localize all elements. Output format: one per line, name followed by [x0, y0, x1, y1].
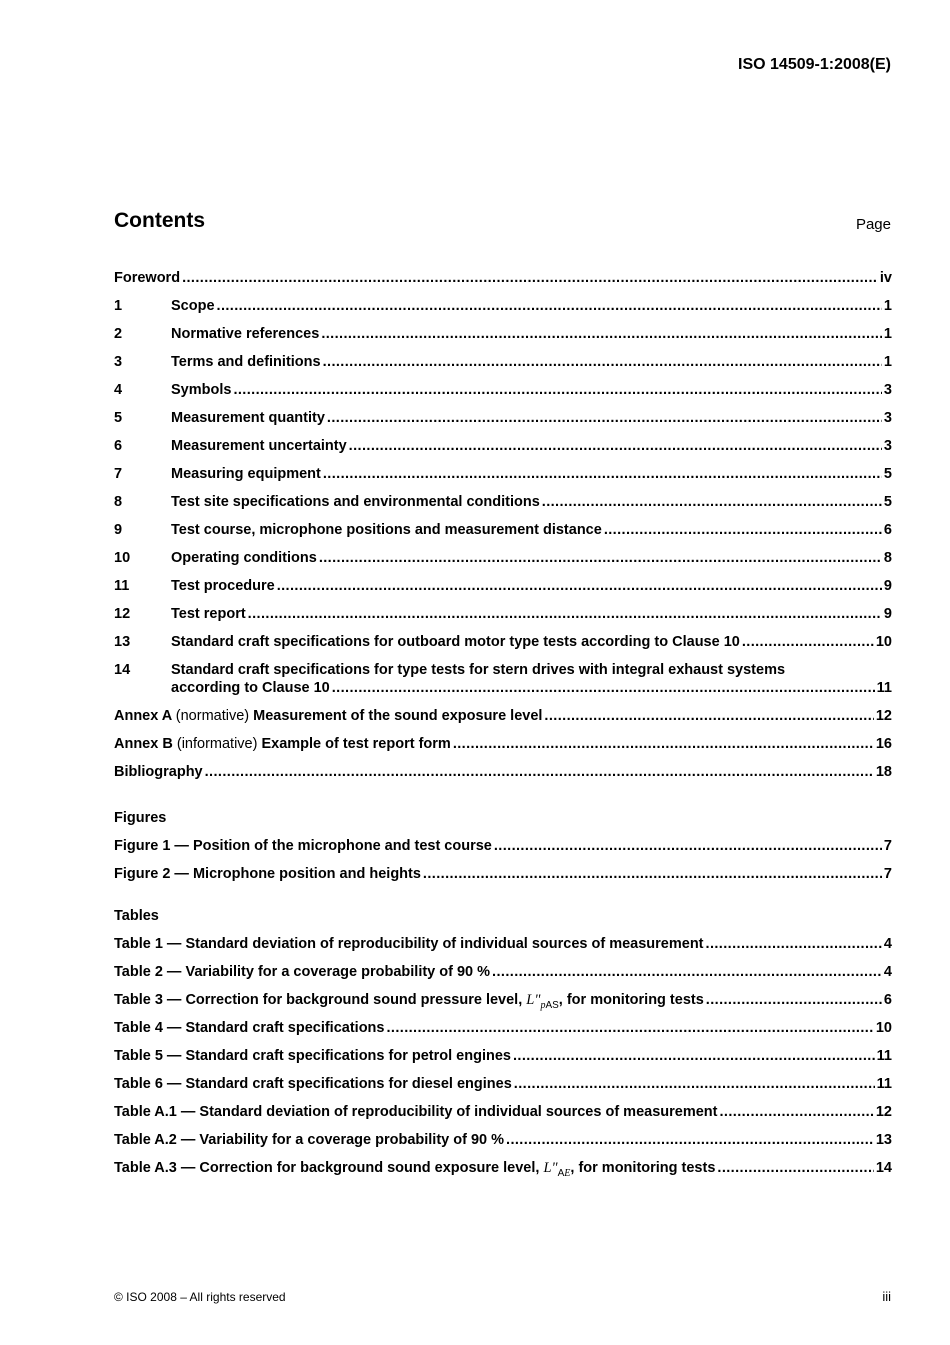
toc-entry-text: Foreword — [114, 270, 181, 286]
annex-type: (informative) — [176, 736, 258, 752]
leader-dots — [742, 633, 874, 651]
toc-entry-annex-b[interactable] — [114, 735, 892, 753]
toc-entry-page: 18 — [875, 764, 892, 780]
toc-entry-clause-4[interactable] — [114, 381, 892, 399]
toc-entry-table-5[interactable] — [114, 1047, 892, 1065]
toc-entry-text-after: , for monitoring tests — [570, 1160, 716, 1176]
clause-number: 12 — [114, 606, 131, 622]
toc-entry-text: Test course, microphone positions and measurement distance — [171, 522, 602, 538]
leader-dots — [706, 935, 882, 953]
leader-dots — [514, 1075, 875, 1093]
clause-number: 1 — [114, 298, 123, 314]
toc-entry-page: 9 — [883, 606, 892, 622]
toc-entry-page: 1 — [883, 298, 892, 314]
clause-number: 9 — [114, 522, 123, 538]
toc-entry-clause-14[interactable] — [114, 661, 892, 697]
leader-dots — [423, 865, 882, 883]
toc-entry-text: Measurement quantity — [171, 410, 325, 426]
toc-entry-clause-3[interactable] — [114, 353, 892, 371]
leader-dots — [349, 437, 882, 455]
toc-entry-clause-7[interactable] — [114, 465, 892, 483]
toc-entry-text-before: Table A.3 — Correction for background sound exposure level, — [114, 1160, 540, 1176]
clause-number: 4 — [114, 382, 123, 398]
toc-entry-text: Table A.2 — Variability for a coverage probability of 90 % — [114, 1132, 505, 1148]
toc-entry-text: Terms and definitions — [171, 354, 321, 370]
toc-entry-table-a2[interactable] — [114, 1131, 892, 1149]
toc-entry-text: Normative references — [171, 326, 320, 342]
leader-dots — [182, 269, 878, 287]
toc-entry-page: 4 — [883, 964, 892, 980]
contents-title: Contents — [114, 209, 205, 232]
leader-dots — [542, 493, 882, 511]
toc-entry-page: 12 — [875, 1104, 892, 1120]
clause-number: 8 — [114, 494, 123, 510]
leader-dots — [544, 707, 873, 725]
toc-entry-clause-11[interactable] — [114, 577, 892, 595]
toc-entry-text: Table 1 — Standard deviation of reproducibility of individual sources of measurement — [114, 936, 704, 952]
toc-entry-table-1[interactable] — [114, 935, 892, 953]
clause-number: 5 — [114, 410, 123, 426]
toc-entry-text: Table 6 — Standard craft specifications for diesel engines — [114, 1076, 512, 1092]
annex-type: (normative) — [175, 708, 250, 724]
toc-entry-text: Bibliography — [114, 764, 203, 780]
toc-entry-page: 11 — [876, 1048, 892, 1064]
toc-entry-text: Table A.1 — Standard deviation of reproducibility of individual sources of measurement — [114, 1104, 718, 1120]
symbol-background-sel: $L"_{AE}$ — [543, 1160, 571, 1179]
toc-entry-clause-5[interactable] — [114, 409, 892, 427]
clause-number: 11 — [114, 578, 130, 594]
annex-title: Measurement of the sound exposure level — [253, 708, 543, 724]
toc-entry-clause-13[interactable] — [114, 633, 892, 651]
toc-entry-text: Test procedure — [171, 578, 275, 594]
toc-entry-text: Table 2 — Variability for a coverage probability of 90 % — [114, 964, 491, 980]
leader-dots — [277, 577, 882, 595]
toc-entry-text: Measurement uncertainty — [171, 438, 347, 454]
toc-entry-table-4[interactable] — [114, 1019, 892, 1037]
toc-entry-page: 6 — [883, 992, 892, 1008]
leader-dots — [453, 735, 874, 753]
annex-label: Annex A — [114, 708, 172, 724]
toc-entry-page: 1 — [883, 326, 892, 342]
leader-dots — [205, 763, 874, 781]
toc-entry-page: 11 — [876, 680, 892, 696]
toc-entry-page: iv — [879, 270, 892, 286]
leader-dots — [717, 1159, 873, 1177]
page-column-label: Page — [855, 216, 891, 233]
clause-number: 3 — [114, 354, 123, 370]
toc-entry-text: Test report — [171, 606, 246, 622]
toc-entry-page: 3 — [883, 410, 892, 426]
standard-id: ISO 14509-1:2008(E) — [738, 56, 891, 73]
leader-dots — [494, 837, 882, 855]
toc-entry-clause-8[interactable] — [114, 493, 892, 511]
toc-entry-page: 3 — [883, 438, 892, 454]
toc-entry-page: 5 — [883, 466, 892, 482]
toc-entry-figure-2[interactable] — [114, 865, 892, 883]
toc-entry-page: 8 — [883, 550, 892, 566]
toc-entry-text: Standard craft specifications for outboard motor type tests according to Clause 10 — [171, 634, 740, 650]
toc-entry-text: Figure 2 — Microphone position and heights — [114, 866, 421, 882]
toc-entry-text: Test site specifications and environmental conditions — [171, 494, 540, 510]
leader-dots — [319, 549, 882, 567]
copyright-notice: © ISO 2008 – All rights reserved — [114, 1290, 286, 1304]
clause-number: 7 — [114, 466, 123, 482]
page-number: iii — [882, 1289, 891, 1304]
toc-entry-page: 7 — [883, 838, 892, 854]
toc-entry-bibliography[interactable] — [114, 763, 892, 781]
toc-entry-table-a3[interactable] — [114, 1159, 892, 1183]
toc-entry-text-after: , for monitoring tests — [558, 992, 704, 1008]
symbol-background-spl: $L"_{pAS}$ — [526, 992, 559, 1011]
toc-entry-table-6[interactable] — [114, 1075, 892, 1093]
leader-dots — [323, 353, 882, 371]
toc-entry-foreword[interactable] — [114, 269, 892, 287]
toc-entry-page: 13 — [875, 1132, 892, 1148]
toc-entry-page: 7 — [883, 866, 892, 882]
toc-entry-page: 1 — [883, 354, 892, 370]
toc-entry-page: 14 — [875, 1160, 892, 1176]
clause-number: 13 — [114, 634, 131, 650]
clause-number: 2 — [114, 326, 123, 342]
leader-dots — [332, 679, 875, 697]
leader-dots — [513, 1047, 875, 1065]
toc-entry-text-line1: Standard craft specifications for type tests for stern drives with integral exhaust systems — [171, 662, 786, 678]
annex-title: Example of test report form — [261, 736, 451, 752]
toc-entry-figure-1[interactable] — [114, 837, 892, 855]
toc-entry-table-2[interactable] — [114, 963, 892, 981]
leader-dots — [321, 325, 882, 343]
clause-number: 6 — [114, 438, 123, 454]
toc-entry-page: 11 — [876, 1076, 892, 1092]
leader-dots — [506, 1131, 874, 1149]
toc-entry-text-before: Table 3 — Correction for background sound pressure level, — [114, 992, 523, 1008]
toc-entry-text: Symbols — [171, 382, 232, 398]
leader-dots — [604, 521, 882, 539]
toc-entry-text: Measuring equipment — [171, 466, 321, 482]
leader-dots — [327, 409, 882, 427]
leader-dots — [217, 297, 882, 315]
toc-entry-text-line2: according to Clause 10 — [171, 680, 330, 696]
annex-label: Annex B — [114, 736, 173, 752]
toc-entry-table-a1[interactable] — [114, 1103, 892, 1121]
toc-entry-table-3[interactable] — [114, 991, 892, 1015]
toc-entry-page: 12 — [875, 708, 892, 724]
leader-dots — [492, 963, 882, 981]
leader-dots — [233, 381, 881, 399]
toc-entry-clause-10[interactable] — [114, 549, 892, 567]
toc-entry-text: Table 4 — Standard craft specifications — [114, 1020, 385, 1036]
toc-entry-page: 6 — [883, 522, 892, 538]
toc-entry-page: 3 — [883, 382, 892, 398]
toc-entry-text: Operating conditions — [171, 550, 317, 566]
clause-number: 14 — [114, 662, 131, 678]
leader-dots — [719, 1103, 873, 1121]
toc-entry-clause-1[interactable] — [114, 297, 892, 315]
toc-entry-text: Figure 1 — Position of the microphone and test course — [114, 838, 492, 854]
toc-entry-annex-a[interactable] — [114, 707, 892, 725]
leader-dots — [706, 991, 882, 1009]
toc-entry-page: 10 — [875, 1020, 892, 1036]
toc-entry-text: Scope — [171, 298, 215, 314]
toc-entry-page: 5 — [883, 494, 892, 510]
toc-entry-page: 10 — [875, 634, 892, 650]
toc-entry-page: 9 — [883, 578, 892, 594]
leader-dots — [248, 605, 882, 623]
toc-entry-clause-9[interactable] — [114, 521, 892, 539]
toc-entry-clause-12[interactable] — [114, 605, 892, 623]
toc-entry-clause-2[interactable] — [114, 325, 892, 343]
toc-entry-page: 4 — [883, 936, 892, 952]
toc-entry-page: 16 — [875, 736, 892, 752]
leader-dots — [323, 465, 882, 483]
clause-number: 10 — [114, 550, 131, 566]
tables-heading: Tables — [114, 908, 159, 924]
toc-entry-clause-6[interactable] — [114, 437, 892, 455]
leader-dots — [386, 1019, 873, 1037]
figures-heading: Figures — [114, 810, 167, 826]
toc-entry-text: Table 5 — Standard craft specifications for petrol engines — [114, 1048, 511, 1064]
